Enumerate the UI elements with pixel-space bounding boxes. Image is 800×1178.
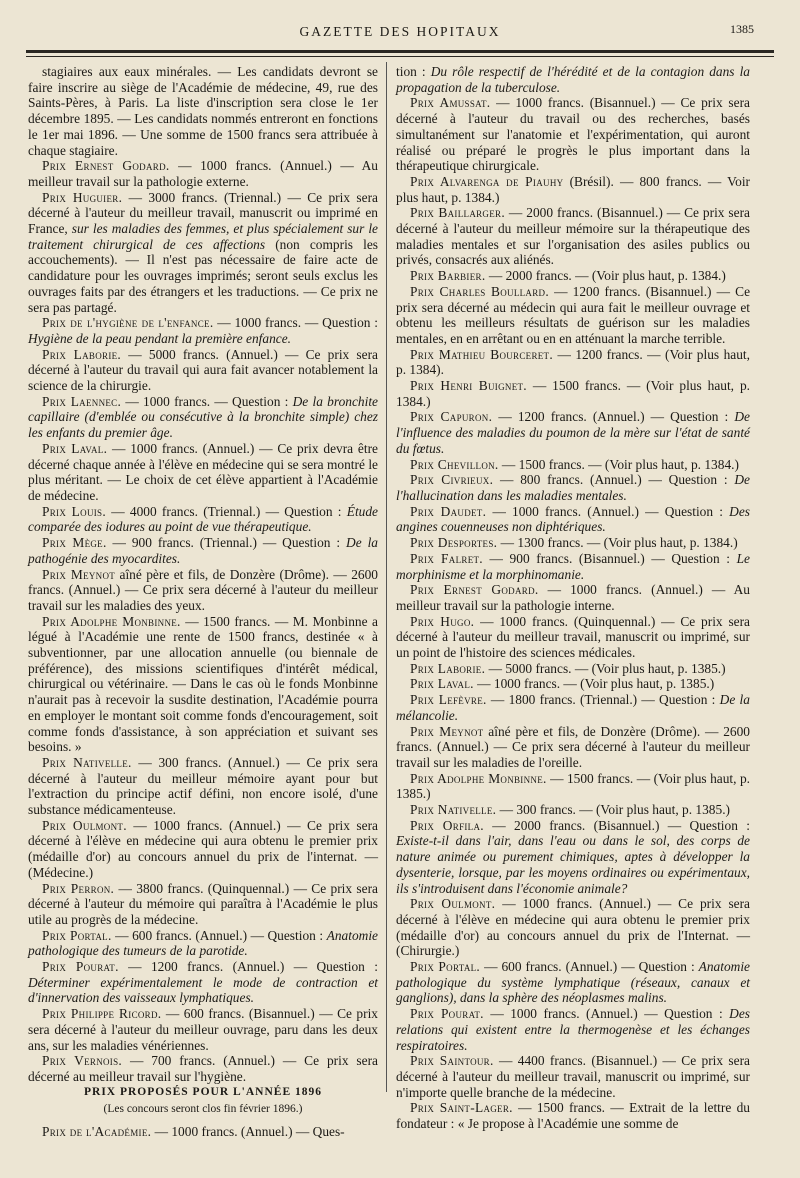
prize-text: — 2000 francs. (Bisannuel.) — Ce prix sera décerné à l'auteur du meilleur mémoire sur la thérapeutique des maladies mentales et sur l'organisation des asiles publics ou privés, consacrés aux aliénés. bbox=[396, 205, 750, 268]
prize-text: — 1200 francs. (Annuel.) — Question : bbox=[118, 959, 378, 975]
prize-text: — 1000 francs. — Question : bbox=[121, 393, 293, 409]
prize-name: Prix Lefèvre. bbox=[410, 692, 487, 708]
prize-paragraph bbox=[396, 535, 750, 551]
prize-text: — 1300 francs. — (Voir plus haut, p. 1384.) bbox=[497, 535, 738, 551]
section-heading: PRIX PROPOSÉS POUR L'ANNÉE 1896 bbox=[83, 1085, 323, 1098]
prize-question: De l'hallucination dans les maladies mentales. bbox=[396, 472, 750, 503]
prize-paragraph bbox=[396, 661, 750, 677]
prize-text: — 800 francs. (Annuel.) — Question : bbox=[493, 472, 735, 488]
prize-paragraph bbox=[28, 1124, 378, 1140]
prize-paragraph bbox=[396, 409, 750, 456]
prize-name: Prix Perron. bbox=[42, 880, 115, 896]
prize-text: — 600 francs. (Annuel.) — Question : bbox=[111, 927, 327, 943]
prize-name: Prix Vernois. bbox=[42, 1053, 123, 1069]
prize-text: — 1000 francs. (Annuel.) — Ce prix sera décerné à l'élève en médecine qui aura obtenu le premier prix (médaille d'or) au concours annuel du prix de l'Internat. — (Chirurgie.) bbox=[396, 896, 750, 959]
prize-text: — 4000 francs. (Triennal.) — Question : bbox=[106, 503, 347, 519]
prize-name: Prix Laborie. bbox=[410, 660, 486, 676]
prize-text: — 1500 francs. — M. Monbinne a légué à l'Académie une rente de 1500 francs, destinée « à subventionner, par une allocation annuelle (ou biennale de préférence), des missions scientifiques d'intérêt médical, chirurgical ou vétérinaire. — Dans le cas où le fonds Monbinne n'aurait pas à recevoir la susdite destination, l'Académie pourra en employer le montant soit comme fonds d'encouragement, soit comme fonds d'assistance, à son appréciation et suivant ses besoins. » bbox=[28, 613, 378, 755]
prize-name: Prix Laborie. bbox=[42, 346, 122, 362]
prize-name: Prix de l'Académie. bbox=[42, 1124, 152, 1140]
prize-text: — 1000 francs. — (Voir plus haut, p. 1385.) bbox=[473, 676, 715, 692]
prize-name: Prix Louis. bbox=[42, 503, 107, 519]
prize-paragraph bbox=[396, 771, 750, 802]
prize-question: Des relations qui existent entre la thermogenèse et les échanges respiratoires. bbox=[396, 1006, 750, 1053]
prize-paragraph bbox=[28, 347, 378, 394]
prize-name: Prix Mège. bbox=[42, 535, 107, 551]
prize-text: aîné père et fils, de Donzère (Drôme). — 2600 francs. (Annuel.) — Ce prix sera décerné à l'auteur du meilleur travail sur les maladies de l'oreille. bbox=[396, 723, 750, 770]
prize-name: Prix Mathieu Bourceret. bbox=[410, 346, 553, 362]
prize-paragraph bbox=[28, 1053, 378, 1084]
prize-text-tail: (non compris les accouchements). — Il n'est pas nécessaire de faire acte de candidature pour les ouvrages imprimés; seront seuls exclus les ouvrages faits par des étrangers et les traductions. — Ce prix ne sera pas partagé. bbox=[28, 236, 378, 315]
prize-text: — 5000 francs. (Annuel.) — Ce prix sera décerné à l'auteur du travail qui aura fait avancer notablement la science de la chirurgie. bbox=[28, 346, 378, 394]
prize-name: Prix Nativelle. bbox=[410, 802, 497, 818]
prize-question: Le morphinisme et la morphinomanie. bbox=[396, 550, 751, 582]
prize-paragraph bbox=[396, 95, 750, 174]
prize-text: — 1500 francs. — (Voir plus haut, p. 1385.) bbox=[396, 770, 751, 802]
prize-name: Prix Laval. bbox=[42, 440, 108, 456]
prize-paragraph bbox=[28, 818, 378, 881]
prize-text: — 600 francs. (Bisannuel.) — Ce prix sera décerné à l'auteur du meilleur ouvrage, paru dans les deux ans, sur les maladies vénériennes. bbox=[28, 1006, 378, 1053]
prize-paragraph bbox=[28, 959, 378, 1006]
prize-paragraph bbox=[396, 472, 750, 503]
prize-name: Prix Capuron. bbox=[410, 409, 493, 425]
prize-text: — 900 francs. (Bisannuel.) — Question : bbox=[482, 550, 737, 566]
prize-paragraph bbox=[28, 567, 378, 614]
prize-text: — 1000 francs. (Annuel.) — Question : bbox=[483, 1006, 730, 1022]
prize-paragraph bbox=[396, 174, 750, 205]
prize-paragraph bbox=[28, 158, 378, 189]
prize-question: Existe-t-il dans l'air, dans l'eau ou dans le sol, des corps de nature animée ou purement chimiques, aptes à développer la dysenterie, lorsque, par les moyens ordinaires ou expérimentaux, ils s'introduisent dans l'économie animale? bbox=[396, 833, 750, 896]
right-column bbox=[396, 64, 750, 1132]
prize-paragraph bbox=[28, 755, 378, 818]
prize-paragraph bbox=[28, 535, 378, 566]
prize-text: — 3000 francs. (Triennal.) — Ce prix sera décerné à l'auteur du meilleur travail, manuscrit ou imprimé en France, bbox=[28, 189, 378, 237]
prize-text: — 600 francs. (Annuel.) — Question : bbox=[480, 959, 699, 975]
prize-paragraph bbox=[396, 582, 750, 613]
section-note: (Les concours seront clos fin février 1896.) bbox=[103, 1103, 303, 1116]
page-header bbox=[0, 22, 800, 44]
prize-paragraph bbox=[396, 1006, 750, 1053]
prize-name: Prix Amussat. bbox=[410, 95, 491, 111]
prize-text: — 1200 francs. (Bisannuel.) — Ce prix sera décerné au médecin qui aura fait le meilleur ouvrage et obtenu les meilleurs résultats de guérison sur les maladies mentales, en en arrêtant ou en en atténuant la marche terrible. bbox=[396, 283, 751, 346]
prize-text: — 1000 francs. (Bisannuel.) — Ce prix sera décerné à l'auteur du travail ou des recherches, basés simultanément sur l'anatomie et l'expérimentation, qui auront réalisé ou préparé le progrès le plus important dans la thérapeutique chirurgicale. bbox=[396, 95, 750, 174]
prize-text: — 1000 francs. (Annuel.) — Question : bbox=[486, 503, 730, 519]
prize-question: Déterminer expérimentalement le mode de contraction et d'innervation des vaisseaux lymphatiques. bbox=[28, 974, 378, 1006]
prize-name: Prix Pourat. bbox=[42, 959, 119, 975]
prize-text: — 1000 francs. (Annuel.) — Au meilleur travail sur la pathologie interne. bbox=[396, 582, 750, 613]
prize-text: — 1000 francs. (Quinquennal.) — Ce prix sera décerné à l'auteur du meilleur travail, manuscrit ou imprimé, sur un point de l'histoire des sciences médicales. bbox=[396, 613, 750, 661]
prize-paragraph bbox=[28, 190, 378, 316]
prize-paragraph bbox=[396, 268, 750, 284]
prize-text: — 4400 francs. (Bisannuel.) — Ce prix sera décerné à l'auteur du meilleur travail, manuscrit ou imprimé, sur n'importe quelle branche de la médecine. bbox=[396, 1053, 750, 1100]
prize-name: Prix Ernest Godard. bbox=[410, 582, 539, 598]
prize-paragraph bbox=[396, 676, 750, 692]
prize-text: — 1000 francs. — Question : bbox=[213, 315, 379, 331]
prize-paragraph bbox=[28, 1006, 378, 1053]
prize-name: Prix Henri Buignet. bbox=[410, 378, 527, 394]
left-column bbox=[28, 64, 378, 1140]
prize-paragraph bbox=[28, 394, 378, 441]
prize-name: Prix Portal. bbox=[410, 959, 481, 975]
prize-paragraph bbox=[396, 818, 750, 897]
prize-text: — 1000 francs. (Annuel.) — Ques- bbox=[151, 1124, 345, 1140]
prize-text: — 1800 francs. (Triennal.) — Question : bbox=[486, 692, 720, 708]
prize-name: Prix de l'hygiène de l'enfance. bbox=[42, 315, 214, 331]
prize-paragraph bbox=[396, 896, 750, 959]
prize-paragraph bbox=[396, 378, 750, 409]
prize-paragraph bbox=[396, 551, 750, 582]
prize-name: Prix Nativelle. bbox=[42, 754, 132, 770]
prize-question: De la bronchite capillaire (d'emblée ou consécutive à la bronchite simple) chez les enfants du premier âge. bbox=[28, 393, 378, 441]
prize-name: Prix Meynot bbox=[42, 566, 116, 582]
prize-text: — 1500 francs. — (Voir plus haut, p. 1384.) bbox=[396, 378, 750, 409]
prize-paragraph bbox=[396, 724, 750, 771]
prize-question: Anatomie pathologique des tumeurs de la parotide. bbox=[28, 927, 378, 959]
prize-name: Prix Philippe Ricord. bbox=[42, 1006, 162, 1022]
prize-name: Prix Falret. bbox=[410, 550, 483, 566]
prize-paragraph bbox=[396, 284, 750, 347]
prize-paragraph bbox=[396, 802, 750, 818]
prize-text: — 1200 francs. (Annuel.) — Question : bbox=[492, 409, 735, 425]
prize-question: De la mélancolie. bbox=[396, 692, 750, 723]
prize-question: Du rôle respectif de l'hérédité et de la contagion dans la propagation de la tuberculose. bbox=[396, 64, 750, 95]
prize-paragraph bbox=[396, 205, 750, 268]
prize-name: Prix Saint-Lager. bbox=[410, 1100, 513, 1116]
header-rule-thin bbox=[26, 56, 774, 57]
prize-question: De l'influence des maladies du poumon de la mère sur l'état de santé du fœtus. bbox=[396, 409, 750, 456]
prize-text: tion : bbox=[396, 64, 431, 79]
prize-question: Anatomie pathologique du système lymphatique (réseaux, canaux et ganglions), dans la sphère des néoplasmes malins. bbox=[396, 959, 750, 1006]
prize-text: — 2000 francs. — (Voir plus haut, p. 1384.) bbox=[485, 268, 726, 284]
prize-name: Prix Adolphe Monbinne. bbox=[410, 770, 547, 786]
prize-paragraph bbox=[28, 64, 378, 158]
prize-name: Prix Daudet. bbox=[410, 503, 487, 519]
prize-name: Prix Portal. bbox=[42, 927, 112, 943]
prize-name: Prix Laval. bbox=[410, 676, 474, 692]
prize-text: — 1200 francs. — (Voir plus haut, p. 1384). bbox=[396, 346, 750, 378]
prize-name: Prix Adolphe Monbinne. bbox=[42, 613, 181, 629]
prize-text: — 300 francs. (Annuel.) — Ce prix sera décerné à l'auteur du meilleur mémoire ayant pour but l'extraction du principe actif défini, non encore isolé, d'une substance médicamenteuse. bbox=[28, 754, 378, 818]
column-divider bbox=[386, 62, 387, 1092]
prize-paragraph bbox=[28, 614, 378, 755]
prize-paragraph bbox=[28, 315, 378, 346]
prize-text: — 2000 francs. (Bisannuel.) — Question : bbox=[483, 817, 750, 833]
prize-paragraph bbox=[396, 959, 750, 1006]
page-number: 1385 bbox=[730, 22, 754, 36]
prize-text: — 1500 francs. — Extrait de la lettre du fondateur : « Je propose à l'Académie une somme de bbox=[396, 1100, 751, 1132]
prize-name: Prix Baillarger. bbox=[410, 205, 505, 221]
prize-text: (Brésil). — 800 francs. — Voir plus haut, p. 1384.) bbox=[396, 173, 750, 205]
prize-name: Prix Pourat. bbox=[410, 1006, 484, 1022]
prize-name: Prix Hugo. bbox=[410, 613, 475, 629]
prize-paragraph bbox=[28, 881, 378, 928]
prize-text: — 3800 francs. (Quinquennal.) — Ce prix sera décerné à l'auteur du mémoire qui paraîtra à l'Académie le plus utile au progrès de la médecine. bbox=[28, 880, 378, 927]
prize-name: Prix Ernest Godard. bbox=[42, 158, 170, 174]
prize-name: Prix Oulmont. bbox=[42, 817, 127, 833]
prize-question: De la pathogénie des myocardites. bbox=[28, 535, 378, 566]
prize-paragraph bbox=[396, 1053, 750, 1100]
prize-text: aîné père et fils, de Donzère (Drôme). — 2600 francs. (Annuel.) — Ce prix sera décerné à l'auteur du meilleur travail sur les maladies des yeux. bbox=[28, 566, 378, 613]
prize-text: stagiaires aux eaux minérales. — Les candidats devront se faire inscrire au siège de l'Académie de médecine, 49, rue des Saints-Pères, à Paris. La liste d'inscription sera close le 1er décembre 1895. — Les candidats nommés entreront en fonctions le 1er mai 1896. — Une somme de 1500 francs sera attribuée à chaque stagiaire. bbox=[28, 64, 378, 158]
prize-name: Prix Laennec. bbox=[42, 393, 122, 409]
prize-question: Hygiène de la peau pendant la première enfance. bbox=[28, 330, 292, 346]
prize-text: — 1000 francs. (Annuel.) — Ce prix sera décerné à l'élève en médecine qui aura obtenu le premier prix (médaille d'or) au concours annuel du prix de l'internat. — (Médecine.) bbox=[28, 817, 378, 880]
prize-text: — 300 francs. — (Voir plus haut, p. 1385.) bbox=[496, 802, 730, 818]
prize-paragraph bbox=[28, 441, 378, 504]
prize-question: Des angines couenneuses non diphtériques. bbox=[396, 503, 750, 535]
prize-question: sur les maladies des femmes, et plus spécialement sur le traitement chirurgical de ces affections bbox=[28, 221, 378, 252]
prize-text: — 1500 francs. — (Voir plus haut, p. 1384.) bbox=[498, 456, 739, 472]
prize-text: — 700 francs. (Annuel.) — Ce prix sera décerné au meilleur travail sur l'hygiène. bbox=[28, 1053, 378, 1084]
prize-text: — 900 francs. (Triennal.) — Question : bbox=[106, 535, 347, 551]
prize-name: Prix Saintour. bbox=[410, 1053, 494, 1069]
prize-paragraph bbox=[396, 1100, 750, 1131]
prize-name: Prix Huguier. bbox=[42, 189, 123, 205]
prize-name: Prix Oulmont. bbox=[410, 896, 496, 912]
prize-name: Prix Desportes. bbox=[410, 535, 498, 551]
prize-paragraph bbox=[396, 347, 750, 378]
prize-paragraph bbox=[396, 692, 750, 723]
prize-name: Prix Barbier. bbox=[410, 268, 486, 284]
prize-paragraph bbox=[28, 504, 378, 535]
prize-name: Prix Civrieux. bbox=[410, 472, 494, 488]
prize-name: Prix Chevillon. bbox=[410, 456, 499, 472]
journal-title: GAZETTE DES HOPITAUX bbox=[299, 24, 501, 39]
prize-question: Étude comparée des iodures au point de vue thérapeutique. bbox=[28, 503, 378, 535]
prize-name: Prix Orfila. bbox=[410, 817, 484, 833]
prize-text: — 1000 francs. (Annuel.) — Au meilleur travail sur la pathologie externe. bbox=[28, 158, 378, 189]
prize-paragraph bbox=[396, 614, 750, 661]
prize-paragraph bbox=[396, 504, 750, 535]
prize-paragraph bbox=[396, 64, 750, 95]
prize-name: Prix Meynot bbox=[410, 723, 484, 739]
prize-text: — 1000 francs. (Annuel.) — Ce prix devra être décerné chaque année à l'élève en médecine qui se sera montré le plus méritant. — Le choix de cet élève appartient à l'Académie de médecine. bbox=[28, 440, 378, 503]
prize-name: Prix Alvarenga de Piauhy bbox=[410, 173, 564, 189]
prize-paragraph bbox=[28, 928, 378, 959]
prize-name: Prix Charles Boullard. bbox=[410, 283, 549, 299]
prize-paragraph bbox=[396, 457, 750, 473]
prize-text: — 5000 francs. — (Voir plus haut, p. 1385.) bbox=[485, 660, 726, 676]
header-rule-thick bbox=[26, 50, 774, 53]
